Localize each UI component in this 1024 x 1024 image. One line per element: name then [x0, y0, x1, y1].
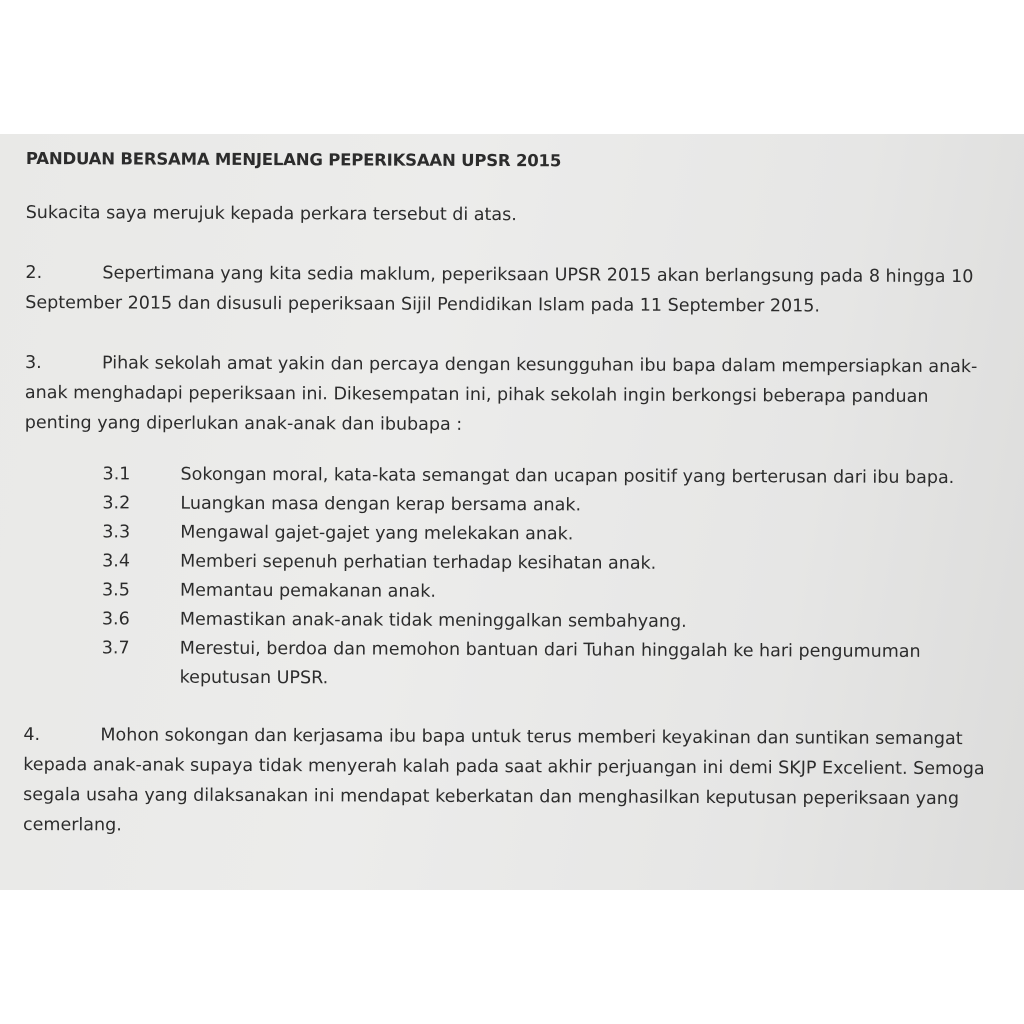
list-item — [102, 605, 992, 638]
paragraph-number: 4. — [23, 724, 41, 746]
list-item — [103, 460, 993, 493]
paragraph-3 — [25, 348, 1000, 442]
list-item-number: 3.2 — [102, 493, 131, 514]
paragraph-2 — [25, 258, 1000, 322]
list-item-number: 3.6 — [101, 609, 130, 630]
list-item — [102, 634, 992, 696]
paragraph-number: 2. — [25, 262, 43, 284]
paragraph-text: Sepertimana yang kita sedia maklum, peperiksaan UPSR 2015 akan berlangsung pada 8 hingga 10 September 2015 dan disusuli peperiksaan Sijil Pendidikan Islam pada 11 September 2015. — [25, 263, 974, 317]
paragraph-text: Mohon sokongan dan kerjasama ibu bapa untuk terus memberi keyakinan dan suntikan semangat kepada anak-anak supaya tidak menyerah kalah pada saat akhir perjuangan ini demi SKJP Excelient. Semoga segala usaha yang dilaksanakan ini mendapat keberkatan dan menghasilkan keputusan peperiksaan yang cemerlang. — [23, 725, 985, 836]
list-item-text: Memberi sepenuh perhatian terhadap kesihatan anak. — [180, 551, 657, 574]
list-item — [102, 547, 992, 580]
paragraph-4 — [23, 720, 999, 844]
list-item-number: 3.7 — [101, 638, 130, 659]
paragraph-text: Pihak sekolah amat yakin dan percaya dengan kesungguhan ibu bapa dalam mempersiapkan anak-anak menghadapi peperiksaan ini. Dikesempatan ini, pihak sekolah ingin berkongsi beberapa panduan penting yang diperlukan anak-anak dan ibubapa : — [24, 353, 978, 435]
list-item-text: Merestui, berdoa dan memohon bantuan dari Tuhan hinggalah ke hari pengumuman keputusan UPSR. — [179, 638, 921, 689]
list-item-text: Memantau pemakanan anak. — [180, 580, 436, 602]
list-item — [102, 576, 992, 609]
list-item-text: Sokongan moral, kata-kata semangat dan ucapan positif yang berterusan dari ibu bapa. — [180, 464, 955, 489]
document-photo — [0, 134, 1024, 890]
guidance-list — [102, 460, 993, 696]
list-item-text: Memastikan anak-anak tidak meninggalkan sembahyang. — [179, 609, 687, 632]
document-body — [23, 148, 1001, 844]
list-item — [102, 518, 992, 551]
list-item-text: Mengawal gajet-gajet yang melekakan anak. — [180, 522, 574, 545]
intro-line: Sukacita saya merujuk kepada perkara tersebut di atas. — [25, 202, 517, 226]
list-item-number: 3.4 — [102, 551, 131, 572]
document-title: PANDUAN BERSAMA MENJELANG PEPERIKSAAN UPSR 2015 — [25, 148, 562, 171]
list-item — [102, 489, 992, 522]
list-item-number: 3.1 — [102, 464, 131, 485]
list-item-text: Luangkan masa dengan kerap bersama anak. — [180, 493, 582, 516]
list-item-number: 3.3 — [102, 522, 131, 543]
paragraph-number: 3. — [25, 352, 42, 374]
list-item-number: 3.5 — [102, 580, 130, 601]
